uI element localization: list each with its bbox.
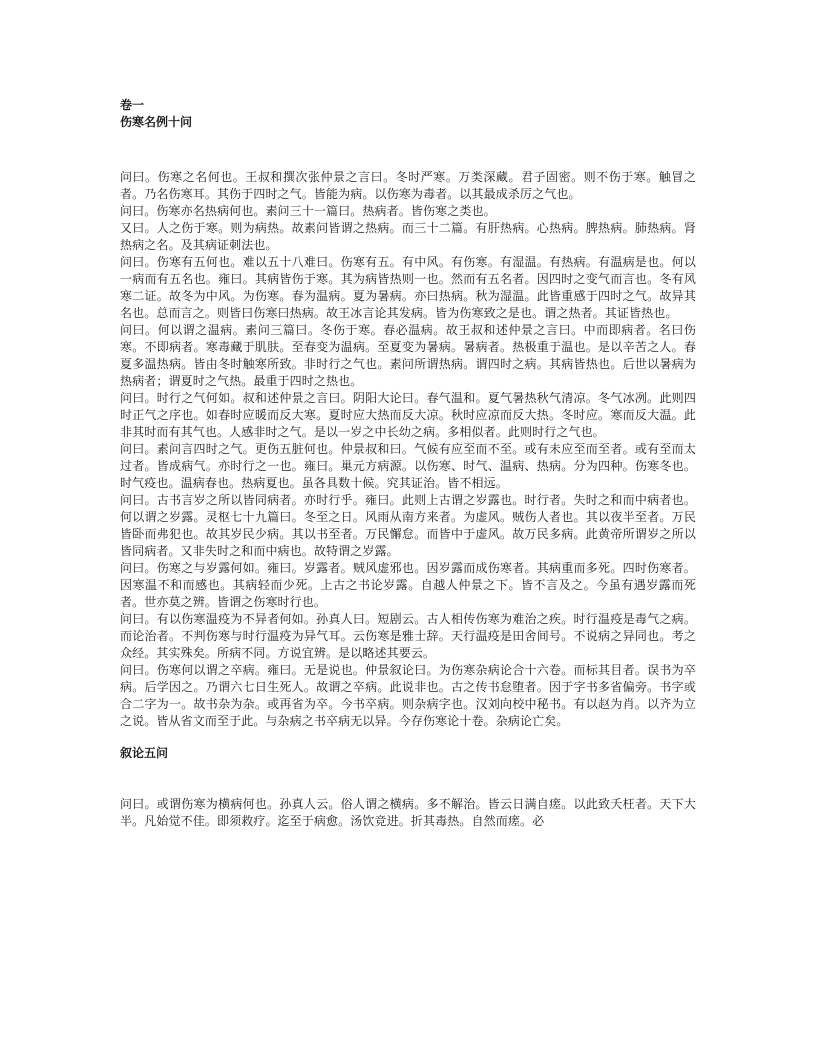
paragraph: 问曰。有以伤寒温疫为不异者何如。孙真人曰。短剧云。古人相传伤寒为难治之疾。时行温疫是毒气之病。而论治者。不判伤寒与时行温疫为异气耳。云伤寒是雅士辞。天行温疫是田舍间号。不说病之异同也。考之众经。其实殊矣。所病不同。方说宜辨。是以略述其要云。 (120, 612, 696, 660)
paragraph: 问曰。伤寒亦名热病何也。素问三十一篇曰。热病者。皆伤寒之类也。 (120, 204, 496, 218)
paragraph: 问曰。或谓伤寒为横病何也。孙真人云。俗人谓之横病。多不解治。皆云日满自瘥。以此致夭枉者。天下大半。凡始觉不佳。即须救疗。迄至于病愈。汤饮竞进。折其毒热。自然而瘥。必 (120, 797, 696, 828)
section-title-preface: 叙论五问 (120, 746, 169, 760)
paragraph: 问曰。伤寒之与岁露何如。雍曰。岁露者。贼风虚邪也。因岁露而成伤寒者。其病重而多死。四时伤寒者。因寒温不和而感也。其病轻而少死。上古之书论岁露。自越人仲景之下。皆不言及之。今虽有遇岁露而死者。世亦莫之辨。皆谓之伤寒时行也。 (120, 561, 696, 609)
section-body-names (120, 169, 696, 730)
paragraph: 又曰。人之伤于寒。则为病热。故素问皆谓之热病。而三十二篇。有肝热病。心热病。脾热病。肺热病。肾热病之名。及其病证刺法也。 (120, 221, 696, 252)
paragraph: 问曰。时行之气何如。叔和述仲景之言曰。阴阳大论曰。春气温和。夏气暑热秋气清凉。冬气冰冽。此则四时正气之序也。如春时应暖而反大寒。夏时应大热而反大凉。秋时应凉而反大热。冬时应。寒而反大温。此非其时而有其气也。人感非时之气。是以一岁之中长幼之病。多相似者。此则时行之气也。 (120, 391, 696, 439)
paragraph: 问曰。古书言岁之所以皆同病者。亦时行乎。雍曰。此则上古谓之岁露也。时行者。失时之和而中病者也。何以谓之岁露。灵枢七十九篇曰。冬至之日。风雨从南方来者。为虚风。贼伤人者也。其以夜半至者。万民皆卧而弗犯也。故其岁民少病。其以书至者。万民懈怠。而皆中于虚风。故万民多病。此黄帝所谓岁之所以皆同病者。又非失时之和而中病也。故特谓之岁露。 (120, 493, 696, 558)
section-body-preface (120, 796, 696, 830)
volume-title: 卷一 (120, 98, 145, 112)
paragraph: 问曰。何以谓之温病。素问三篇曰。冬伤于寒。春必温病。故王叔和述仲景之言曰。中而即病者。名曰伤寒。不即病者。寒毒藏于肌肤。至春变为温病。至夏变为暑病。暑病者。热极重于温也。是以辛苦之人。春夏多温热病。皆由冬时触寒所致。非时行之气也。素问所谓热病。谓四时之病。其病皆热也。后世以暑病为热病者；谓夏时之气热。最重于四时之热也。 (120, 323, 696, 388)
document-body (120, 97, 696, 830)
paragraph: 问曰。伤寒有五何也。难以五十八难曰。伤寒有五。有中风。有伤寒。有湿温。有热病。有温病是也。何以一病而有五名也。雍曰。其病皆伤于寒。其为病皆热则一也。然而有五名者。因四时之变气而言也。冬有风寒二证。故冬为中风。为伤寒。春为温病。夏为暑病。亦曰热病。秋为湿温。此皆重感于四时之气。故异其名也。总而言之。则皆曰伤寒曰热病。故王冰言论其发病。皆为伤寒致之是也。谓之热者。其证皆热也。 (120, 255, 696, 320)
paragraph: 问曰。伤寒何以谓之卒病。雍曰。无是说也。仲景叙论曰。为伤寒杂病论合十六卷。而标其目者。误书为卒病。后学因之。乃谓六七日生死人。故谓之卒病。此说非也。古之传书怠堕者。因于字书多省偏旁。书字或合二字为一。故书杂为杂。或再省为卒。今书卒病。则杂病字也。汉刘向校中秘书。有以赵为肖。以齐为立之说。皆从省文而至于此。与杂病之书卒病无以异。今存伤寒论十卷。杂病论亡矣。 (120, 663, 696, 728)
paragraph: 问曰。伤寒之名何也。王叔和撰次张仲景之言曰。冬时严寒。万类深藏。君子固密。则不伤于寒。触冒之者。乃名伤寒耳。其伤于四时之气。皆能为病。以伤寒为毒者。以其最成杀厉之气也。 (120, 170, 696, 201)
section-title-names: 伤寒名例十问 (120, 115, 193, 129)
paragraph: 问曰。素问言四时之气。更伤五脏何也。仲景叔和曰。气候有应至而不至。或有未应至而至者。或有至而太过者。皆成病气。亦时行之一也。雍曰。巢元方病源。以伤寒、时气、温病、热病。分为四种。伤寒冬也。时气疫也。温病春也。热病夏也。虽各具数十候。究其证治。皆不相远。 (120, 442, 696, 490)
